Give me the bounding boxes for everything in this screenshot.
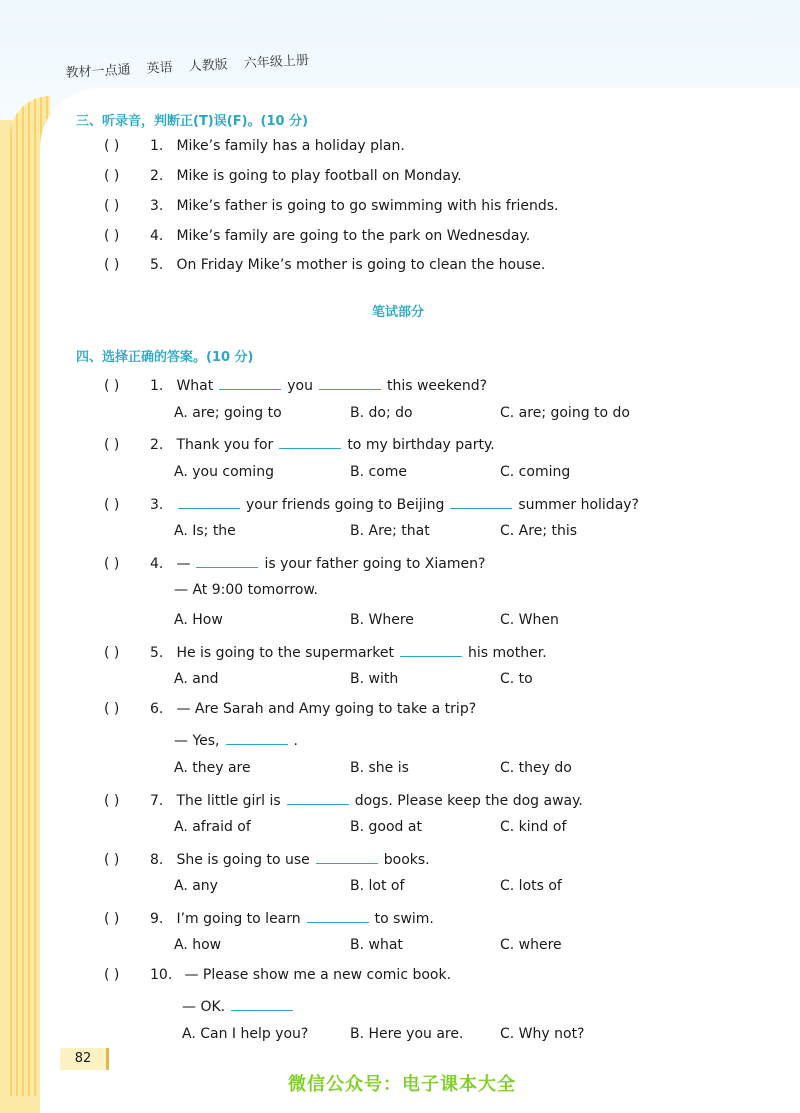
answer-bracket[interactable]: ( ) bbox=[104, 168, 120, 184]
watermark: 微信公众号：电子课本大全 bbox=[288, 1074, 516, 1095]
option-b[interactable]: B. what bbox=[350, 937, 403, 953]
question-9 bbox=[104, 908, 434, 927]
option-a[interactable]: A. How bbox=[174, 612, 223, 628]
question-2 bbox=[104, 434, 495, 453]
answer-bracket[interactable]: ( ) bbox=[104, 967, 120, 983]
fill-blank[interactable] bbox=[226, 730, 288, 745]
dialogue-text: . bbox=[293, 733, 298, 749]
option-b[interactable]: B. with bbox=[350, 671, 399, 687]
item-text: Mike’s family has a holiday plan. bbox=[176, 138, 405, 154]
answer-bracket[interactable]: ( ) bbox=[104, 793, 120, 809]
fill-blank[interactable] bbox=[231, 996, 293, 1011]
question-text: The little girl is bbox=[176, 793, 281, 809]
option-b[interactable]: B. do; do bbox=[350, 405, 413, 421]
section3-item bbox=[104, 198, 558, 214]
answer-bracket[interactable]: ( ) bbox=[104, 437, 120, 453]
option-a[interactable]: A. how bbox=[174, 937, 222, 953]
fill-blank[interactable] bbox=[279, 434, 341, 449]
dialogue-line bbox=[182, 996, 299, 1015]
question-5 bbox=[104, 642, 547, 661]
question-text: I’m going to learn bbox=[176, 911, 301, 927]
question-4 bbox=[104, 553, 485, 572]
question-number: 2. bbox=[150, 437, 164, 453]
option-a[interactable]: A. Is; the bbox=[174, 523, 236, 539]
option-c[interactable]: C. where bbox=[500, 937, 562, 953]
question-text: his mother. bbox=[468, 645, 547, 661]
option-b[interactable]: B. come bbox=[350, 464, 408, 480]
question-7 bbox=[104, 790, 583, 809]
dialogue-text: — OK. bbox=[182, 999, 226, 1015]
question-number: 6. bbox=[150, 701, 164, 717]
option-c[interactable]: C. they do bbox=[500, 760, 572, 776]
question-text: is your father going to Xiamen? bbox=[264, 556, 486, 572]
option-c[interactable]: C. to bbox=[500, 671, 533, 687]
dialogue-line: — At 9:00 tomorrow. bbox=[174, 582, 319, 598]
answer-bracket[interactable]: ( ) bbox=[104, 645, 120, 661]
item-number: 5. bbox=[150, 257, 164, 273]
item-text: Mike’s father is going to go swimming with his friends. bbox=[176, 198, 559, 214]
item-text: Mike’s family are going to the park on Wednesday. bbox=[176, 228, 531, 244]
item-number: 3. bbox=[150, 198, 164, 214]
question-text: Thank you for bbox=[176, 437, 274, 453]
item-number: 1. bbox=[150, 138, 164, 154]
option-c[interactable]: C. are; going to do bbox=[500, 405, 630, 421]
section3-item bbox=[104, 228, 530, 244]
section3-item bbox=[104, 138, 405, 154]
question-text: to swim. bbox=[374, 911, 434, 927]
option-b[interactable]: B. lot of bbox=[350, 878, 405, 894]
fill-blank[interactable] bbox=[319, 375, 381, 390]
item-text: Mike is going to play football on Monday. bbox=[176, 168, 462, 184]
answer-bracket[interactable]: ( ) bbox=[104, 701, 120, 717]
question-text: — Are Sarah and Amy going to take a trip? bbox=[176, 701, 477, 717]
option-b[interactable]: B. she is bbox=[350, 760, 409, 776]
dialogue-text: — Yes, bbox=[174, 733, 220, 749]
question-text: you bbox=[287, 378, 313, 394]
question-text: books. bbox=[383, 852, 430, 868]
question-6 bbox=[104, 701, 476, 717]
answer-bracket[interactable]: ( ) bbox=[104, 228, 120, 244]
question-number: 7. bbox=[150, 793, 164, 809]
section3-title: 三、听录音，判断正(T)误(F)。(10 分) bbox=[76, 114, 309, 129]
header-book: 教材一点通 bbox=[65, 62, 131, 81]
question-text: What bbox=[176, 378, 214, 394]
question-text: to my birthday party. bbox=[347, 437, 495, 453]
option-a[interactable]: A. afraid of bbox=[174, 819, 251, 835]
item-number: 4. bbox=[150, 228, 164, 244]
fill-blank[interactable] bbox=[400, 642, 462, 657]
fill-blank[interactable] bbox=[287, 790, 349, 805]
fill-blank[interactable] bbox=[178, 494, 240, 509]
option-a[interactable]: A. Can I help you? bbox=[182, 1026, 309, 1042]
option-a[interactable]: A. are; going to bbox=[174, 405, 282, 421]
question-number: 1. bbox=[150, 378, 164, 394]
fill-blank[interactable] bbox=[450, 494, 512, 509]
option-b[interactable]: B. good at bbox=[350, 819, 422, 835]
option-a[interactable]: A. they are bbox=[174, 760, 251, 776]
fill-blank[interactable] bbox=[307, 908, 369, 923]
option-b[interactable]: B. Here you are. bbox=[350, 1026, 464, 1042]
option-c[interactable]: C. lots of bbox=[500, 878, 562, 894]
fill-blank[interactable] bbox=[219, 375, 281, 390]
fill-blank[interactable] bbox=[316, 849, 378, 864]
question-text: dogs. Please keep the dog away. bbox=[354, 793, 583, 809]
option-c[interactable]: C. Why not? bbox=[500, 1026, 585, 1042]
question-number: 4. bbox=[150, 556, 164, 572]
question-number: 10. bbox=[150, 967, 173, 983]
question-text: — Please show me a new comic book. bbox=[184, 967, 452, 983]
section3-item bbox=[104, 168, 462, 184]
answer-bracket[interactable]: ( ) bbox=[104, 497, 120, 513]
answer-bracket[interactable]: ( ) bbox=[104, 138, 120, 154]
item-number: 2. bbox=[150, 168, 164, 184]
header-subject: 英语 bbox=[146, 60, 174, 77]
header-grade: 六年级上册 bbox=[243, 53, 310, 72]
question-number: 9. bbox=[150, 911, 164, 927]
question-3 bbox=[104, 494, 639, 513]
dialogue-line bbox=[174, 730, 298, 749]
option-a[interactable]: A. you coming bbox=[174, 464, 274, 480]
question-text: your friends going to Beijing bbox=[246, 497, 445, 513]
answer-bracket[interactable]: ( ) bbox=[104, 378, 120, 394]
question-text: He is going to the supermarket bbox=[176, 645, 395, 661]
option-a[interactable]: A. any bbox=[174, 878, 218, 894]
answer-bracket[interactable]: ( ) bbox=[104, 911, 120, 927]
fill-blank[interactable] bbox=[196, 553, 258, 568]
option-c[interactable]: C. When bbox=[500, 612, 559, 628]
question-text: summer holiday? bbox=[518, 497, 639, 513]
question-text: this weekend? bbox=[386, 378, 488, 394]
question-number: 5. bbox=[150, 645, 164, 661]
answer-bracket[interactable]: ( ) bbox=[104, 257, 120, 273]
question-1 bbox=[104, 375, 487, 394]
question-8 bbox=[104, 849, 430, 868]
answer-bracket[interactable]: ( ) bbox=[104, 198, 120, 214]
section3-item bbox=[104, 257, 545, 273]
option-c[interactable]: C. coming bbox=[500, 464, 571, 480]
option-b[interactable]: B. Are; that bbox=[350, 523, 430, 539]
option-c[interactable]: C. kind of bbox=[500, 819, 567, 835]
answer-bracket[interactable]: ( ) bbox=[104, 852, 120, 868]
page-number: 82 bbox=[60, 1048, 109, 1070]
question-text: — bbox=[176, 556, 191, 572]
header-edition: 人教版 bbox=[188, 57, 229, 75]
option-a[interactable]: A. and bbox=[174, 671, 219, 687]
option-c[interactable]: C. Are; this bbox=[500, 523, 578, 539]
option-b[interactable]: B. Where bbox=[350, 612, 414, 628]
question-text: She is going to use bbox=[176, 852, 310, 868]
question-number: 8. bbox=[150, 852, 164, 868]
question-10 bbox=[104, 967, 451, 983]
section4-title: 四、选择正确的答案。(10 分) bbox=[76, 350, 254, 365]
answer-bracket[interactable]: ( ) bbox=[104, 556, 120, 572]
written-part-heading: 笔试部分 bbox=[372, 305, 425, 320]
question-number: 3. bbox=[150, 497, 164, 513]
item-text: On Friday Mike’s mother is going to clean the house. bbox=[176, 257, 546, 273]
